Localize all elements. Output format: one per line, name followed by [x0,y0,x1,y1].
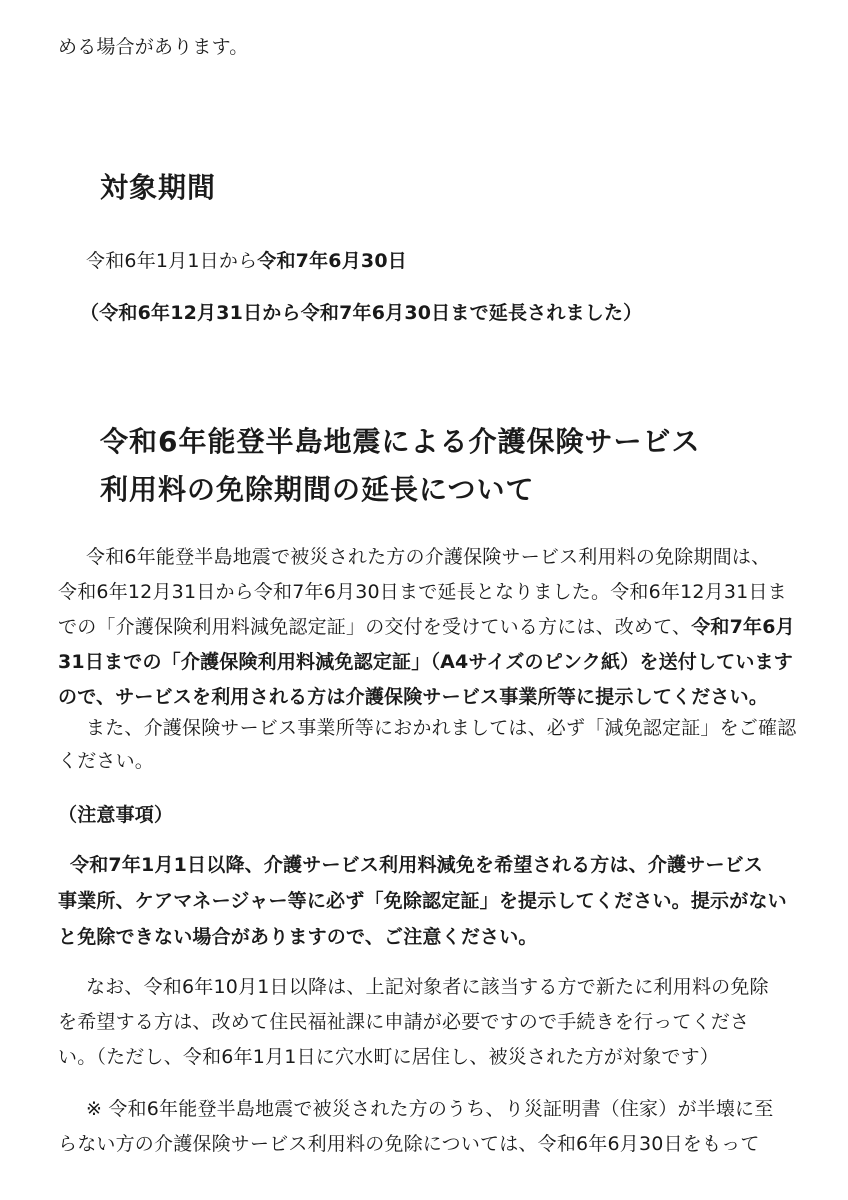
period-range-start: 令和6年1月1日から [86,250,258,272]
para2-line2: ください。 [58,750,155,772]
para1-line2: 令和6年12月31日から令和7年6月30日まで延長となりました。令和6年12月31日ま [58,581,787,603]
warning-line3: と免除できない場合がありますので、ご注意ください。 [58,926,538,948]
extension-heading-line1: 令和6年能登半島地震による介護保険サービス [100,425,701,458]
period-extension-note: （令和6年12月31日から令和7年6月30日まで延長されました） [80,302,643,324]
para1-line3 [58,610,795,645]
notes-para-line1: なお、令和6年10月1日以降は、上記対象者に該当する方で新たに利用料の免除 [86,976,769,998]
extension-heading-line2: 利用料の免除期間の延長について [100,473,535,506]
para1-line5: ので、サービスを利用される方は介護保険サービス事業所等に提示してください。 [58,686,769,708]
notes-heading: （注意事項） [58,804,174,826]
remark-line1: ※ 令和6年能登半島地震で被災された方のうち、り災証明書（住家）が半壊に至 [86,1098,774,1120]
notes-para-line3: い。（ただし、令和6年1月1日に穴水町に居住し、被災された方が対象です） [58,1046,719,1068]
period-range-end: 令和7年6月30日 [257,250,407,272]
period-heading: 対象期間 [100,171,217,204]
warning-line2: 事業所、ケアマネージャー等に必ず「免除認定証」を提示してください。提示がない [58,890,787,912]
para1-line3-plain: での「介護保険利用料減免認定証」の交付を受けている方には、改めて、 [58,616,692,638]
para1-line4: 31日までの「介護保険利用料減免認定証」（A4サイズのピンク紙）を送付しています [58,651,793,673]
warning-line1: 令和7年1月1日以降、介護サービス利用料減免を希望される方は、介護サービス [70,854,764,876]
para1-line3-bold: 令和7年6月 [691,616,795,638]
remark-line2: らない方の介護保険サービス利用料の免除については、令和6年6月30日をもって [58,1133,760,1155]
para2-line1: また、介護保険サービス事業所等におかれましては、必ず「減免認定証」をご確認 [86,717,797,739]
period-range [86,244,407,279]
para1-line1: 令和6年能登半島地震で被災された方の介護保険サービス利用料の免除期間は、 [86,546,771,568]
intro-tail-text: める場合があります。 [58,36,249,58]
notes-para-line2: を希望する方は、改めて住民福祉課に申請が必要ですので手続きを行ってくださ [58,1011,750,1033]
